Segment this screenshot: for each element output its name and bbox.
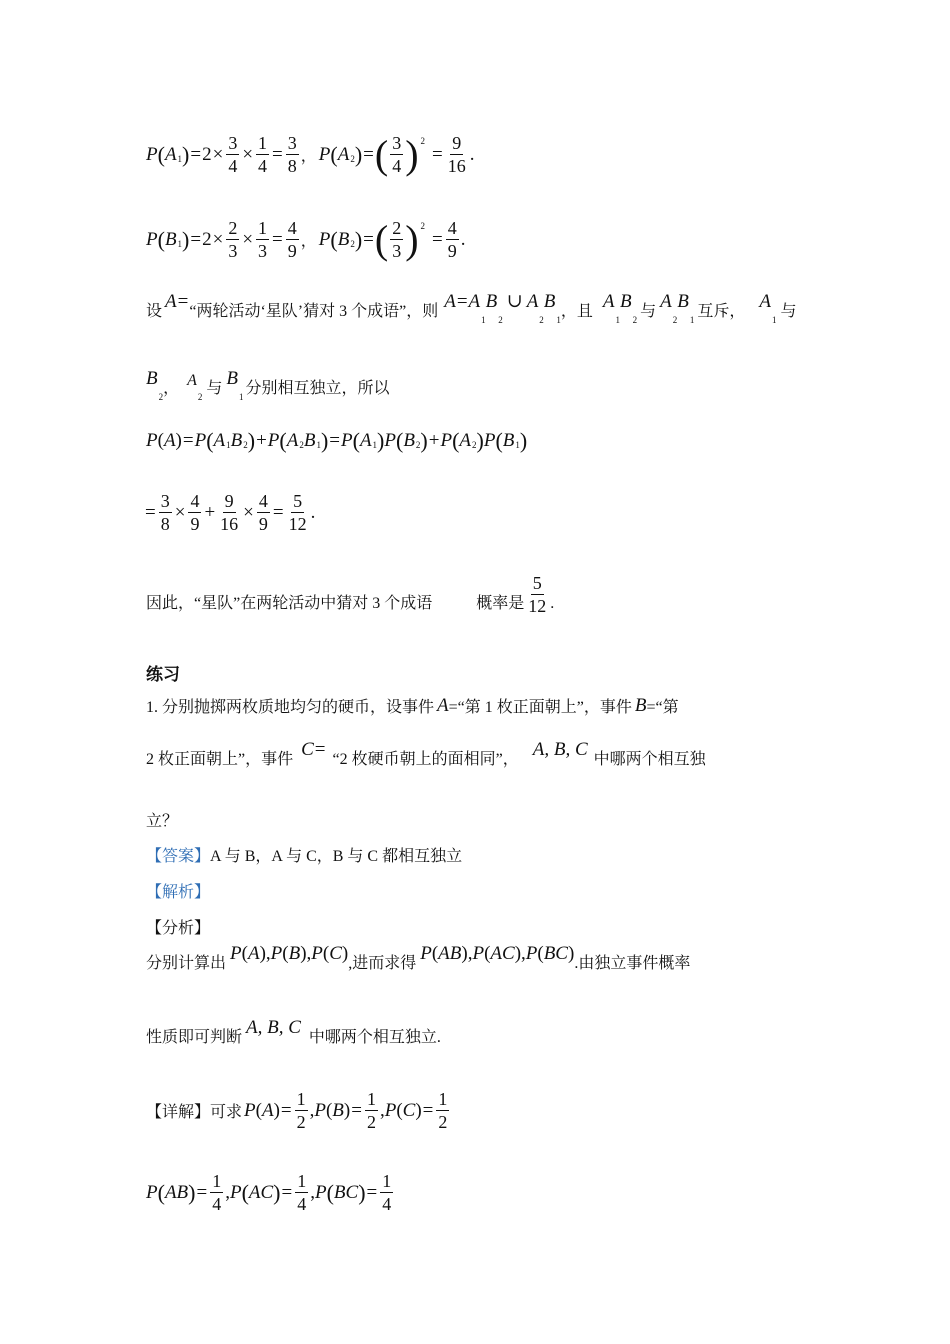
definition-line: 设 A = “两轮活动‘星队’猜对 3 个成语”，则 A = A $_1$ B $_2$ ∪ A $_2$ B $_1$ ，且 A $_1$ B $_2$ 与 A $_2$ B $_1$ 互斥， A $_1$ 与 — [146, 291, 797, 325]
fraction: $\frac{1}{2}$ — [438, 1089, 448, 1132]
fenxi-header: 【分析】 — [146, 920, 211, 937]
fraction: 5 12 — [528, 573, 547, 616]
analysis-line-2: 性质即可判断 A, B, C 中哪两个相互独立. — [146, 1017, 441, 1046]
detail-line: 【详解】可求 P ( A ) = $\frac{1}{2}$ , P ( B ) = $\frac{1}{2}$ , P ( C ) = $\frac{1}{2}$ — [146, 1088, 451, 1133]
formula-p-a-expansion: P ( A ) = P ( A $_1$ B $_2$ ) + P ( A $_2$ B $_1$ ) = P ( A $_1$ ) P ( B $_2$ ) + P ( A $_2$ ) P ( B $_1$ ) — [146, 428, 528, 453]
fraction: $\frac{3}{8}$ — [287, 133, 297, 176]
fraction: $\frac{4}{9}$ — [447, 218, 457, 261]
question-1-line-2: 2 枚正面朝上”，事件 C = “2 枚硬币朝上的面相同”， A, B, C 中哪两个相互独 — [146, 739, 706, 768]
fraction: $\frac{3}{8}$ — [160, 491, 170, 534]
fraction: $\frac{5}{12}$ — [288, 491, 307, 534]
p-ab-p-ac-p-bc: P(AB),P(AC),P(BC) — [420, 943, 575, 964]
question-1-line-1: 1. 分别抛掷两枚质地均匀的硬币，设事件 A =“第 1 枚正面朝上”，事件 B =“第 — [146, 695, 679, 716]
fraction: $\frac{1}{4}$ — [258, 133, 268, 176]
fraction: $\frac{4}{9}$ — [258, 491, 268, 534]
fraction: $\frac{2}{3}$ — [228, 218, 238, 261]
fraction: $\frac{9}{16}$ — [220, 491, 239, 534]
answer-line: 【 答案 】 A 与 B，A 与 C，B 与 C 都相互独立 — [146, 843, 462, 866]
question-1-line-3: 立？ — [146, 813, 179, 830]
answer-text: A 与 B，A 与 C，B 与 C 都相互独立 — [210, 848, 463, 865]
analysis-header: 【 解析 】 — [146, 884, 211, 901]
section-title: 练习 — [146, 665, 180, 684]
conclusion-line: 因此，“星队”在两轮活动中猜对 3 个成语 概率是 5 12 . — [146, 573, 555, 616]
fraction: $\frac{1}{3}$ — [258, 218, 268, 261]
p-a-p-b-p-c: P(A),P(B),P(C) — [230, 943, 349, 964]
fraction: $\frac{1}{4}$ — [297, 1171, 307, 1214]
fraction: $\frac{1}{2}$ — [366, 1089, 376, 1132]
answer-label: 答案 — [162, 848, 195, 865]
fraction: 3 4 — [392, 133, 402, 176]
formula-p-a1-a2: P ( A $_1$ ) = 2 × $\frac{3}{4}$ × $\frac{1}{4}$ = $\frac{3}{8}$ ， P ( A $_2$ ) = ( 3 4 ) $^2$ = $\frac{9}{16}$ . — [146, 131, 475, 177]
formula-p-b1-b2: P ( B $_1$ ) = 2 × $\frac{2}{3}$ × $\frac{1}{3}$ = $\frac{4}{9}$ ， P ( B $_2$ ) = ( 2 3 ) $^2$ = $\frac{4}{9}$ . — [146, 216, 466, 262]
formula-p-a-value: = $\frac{3}{8}$ × $\frac{4}{9}$ + $\frac{9}{16}$ × $\frac{4}{9}$ = $\frac{5}{12}$ . — [145, 491, 316, 534]
fraction: $\frac{3}{4}$ — [228, 133, 238, 176]
fraction: $\frac{1}{4}$ — [212, 1171, 222, 1214]
fraction: 2 3 — [392, 218, 402, 261]
fraction: $\frac{1}{2}$ — [296, 1089, 306, 1132]
fraction: $\frac{4}{9}$ — [190, 491, 200, 534]
p-values-pairs: P ( AB ) = $\frac{1}{4}$ , P ( AC ) = $\frac{1}{4}$ , P ( BC ) = $\frac{1}{4}$ — [146, 1171, 392, 1214]
fraction: $\frac{1}{4}$ — [382, 1171, 392, 1214]
analysis-line-1: 分别计算出 P(A),P(B),P(C) ,进而求得 P(AB),P(AC),P(BC) .由独立事件概率 — [146, 943, 691, 972]
independence-line: B $_2$ ， A $_2$ 与 B $_1$ 分别相互独立，所以 — [146, 368, 390, 402]
fraction: $\frac{9}{16}$ — [447, 133, 466, 176]
fraction: $\frac{4}{9}$ — [287, 218, 297, 261]
p-values-abc: P ( A ) = $\frac{1}{2}$ , P ( B ) = $\frac{1}{2}$ , P ( C ) = $\frac{1}{2}$ — [244, 1089, 448, 1132]
